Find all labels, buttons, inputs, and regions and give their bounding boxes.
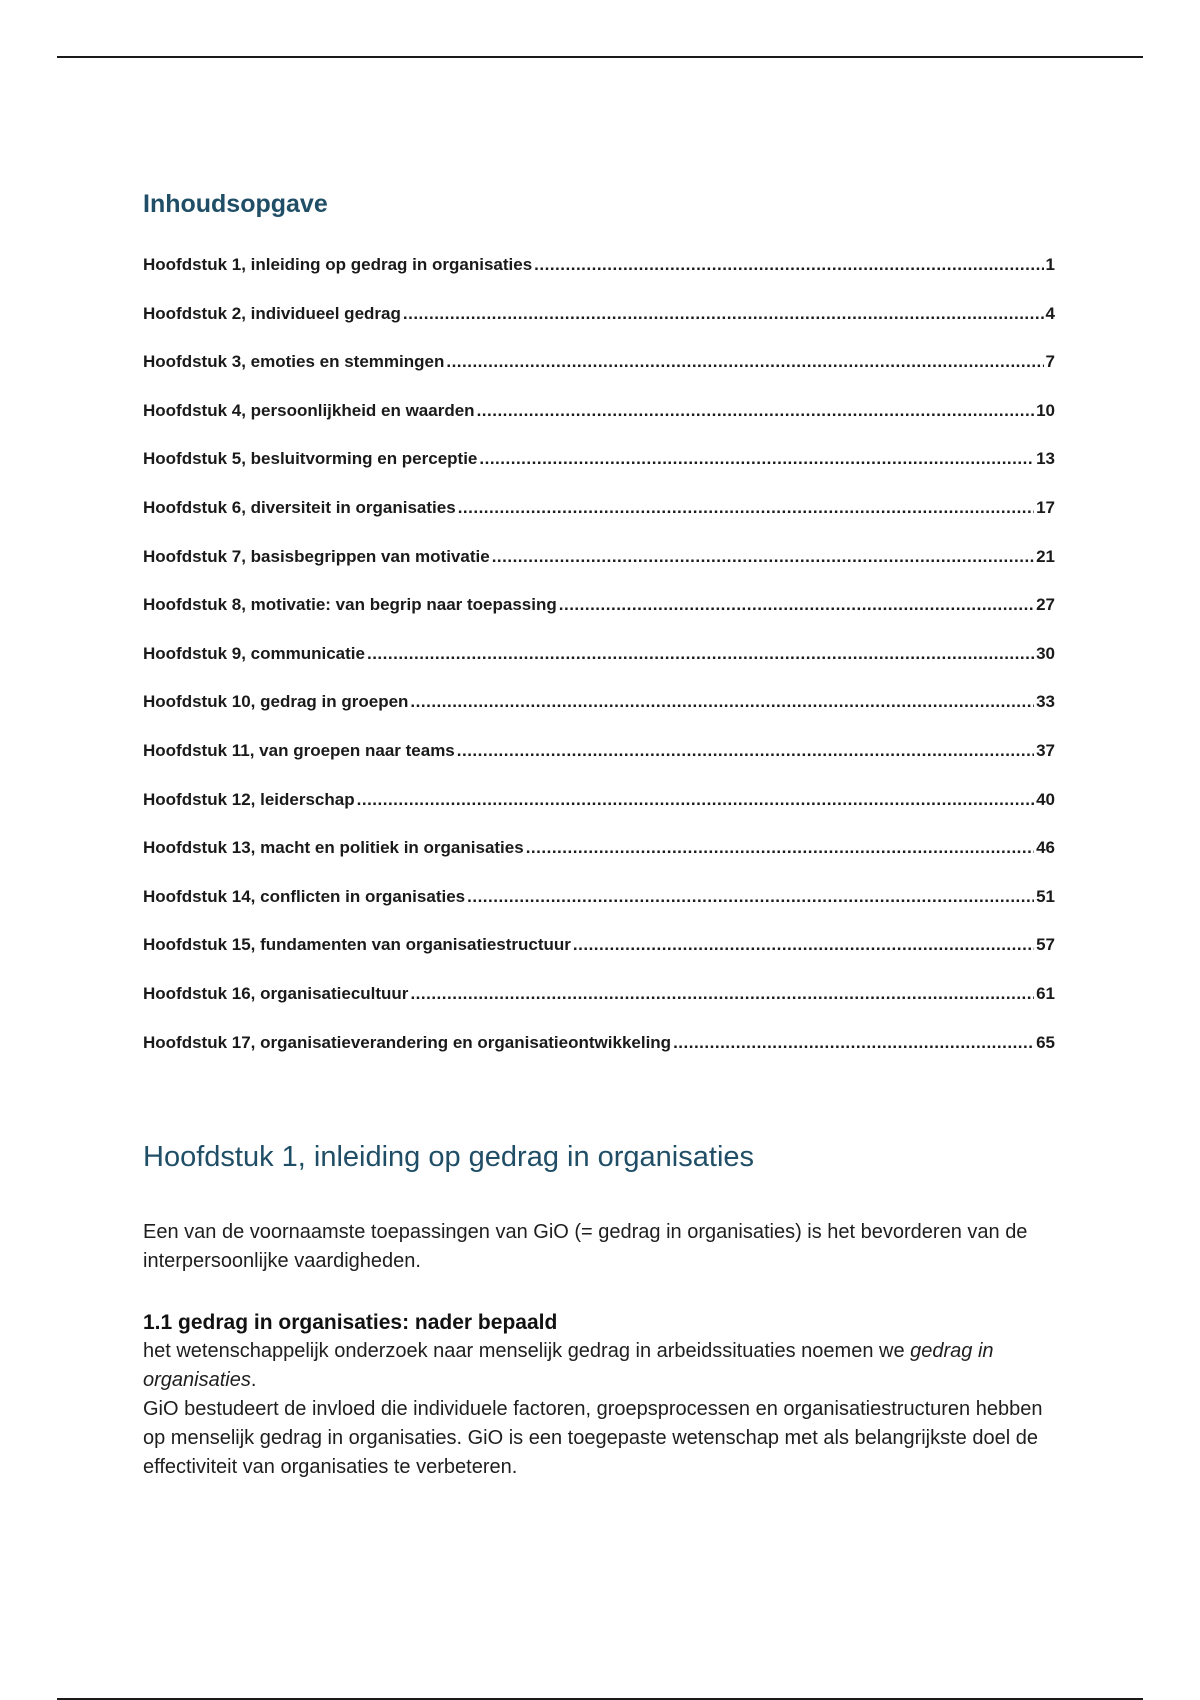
toc-entry-page-number: 13 bbox=[1036, 449, 1055, 469]
toc-entry-label: Hoofdstuk 14, conflicten in organisaties bbox=[143, 886, 466, 906]
toc-entry-page-number: 57 bbox=[1036, 935, 1055, 955]
toc-dot-leader bbox=[458, 498, 1034, 515]
toc-entry[interactable] bbox=[143, 935, 1055, 984]
toc-entry[interactable] bbox=[143, 692, 1055, 741]
toc-entry[interactable] bbox=[143, 401, 1055, 450]
toc-dot-leader bbox=[559, 595, 1034, 612]
toc-dot-leader bbox=[534, 255, 1043, 272]
toc-entry-page-number: 37 bbox=[1036, 740, 1055, 760]
toc-dot-leader bbox=[367, 644, 1034, 661]
toc-entry-label: Hoofdstuk 8, motivatie: van begrip naar toepassing bbox=[143, 595, 557, 615]
toc-entry-page-number: 61 bbox=[1036, 983, 1055, 1003]
toc-entry[interactable] bbox=[143, 255, 1055, 304]
toc-entry-label: Hoofdstuk 15, fundamenten van organisatiestructuur bbox=[143, 935, 571, 955]
section-paragraph-1 bbox=[143, 1337, 1043, 1395]
toc-dot-leader bbox=[446, 352, 1043, 369]
toc-entry-label: Hoofdstuk 9, communicatie bbox=[143, 643, 365, 663]
section-paragraph-2: GiO bestudeert de invloed die individuele factoren, groepsprocessen en organisatiestructuren hebben op menselijk gedrag in organisaties. GiO is een toegepaste wetenschap met als belangrijkste doel de effectiviteit van organisaties te verbeteren. bbox=[143, 1398, 1043, 1478]
toc-entry-page-number: 65 bbox=[1036, 1032, 1055, 1052]
toc-entry-page-number: 4 bbox=[1045, 303, 1055, 323]
toc-entry-label: Hoofdstuk 1, inleiding op gedrag in organisaties bbox=[143, 255, 533, 274]
toc-entry-label: Hoofdstuk 17, organisatieverandering en organisatieontwikkeling bbox=[143, 1032, 672, 1052]
toc-entry[interactable] bbox=[143, 498, 1055, 547]
toc-entry-page-number: 51 bbox=[1036, 886, 1055, 906]
toc-dot-leader bbox=[457, 741, 1034, 758]
top-rule bbox=[57, 56, 1143, 58]
toc-entry-page-number: 27 bbox=[1036, 595, 1055, 615]
toc-entry-label: Hoofdstuk 4, persoonlijkheid en waarden bbox=[143, 400, 475, 420]
toc-entry-label: Hoofdstuk 12, leiderschap bbox=[143, 789, 355, 809]
toc-entry-label: Hoofdstuk 3, emoties en stemmingen bbox=[143, 352, 445, 372]
toc-entry[interactable] bbox=[143, 741, 1055, 790]
section-heading: 1.1 gedrag in organisaties: nader bepaald bbox=[143, 1311, 558, 1334]
toc-entry[interactable] bbox=[143, 790, 1055, 839]
toc-dot-leader bbox=[467, 887, 1034, 904]
toc-entry-page-number: 10 bbox=[1036, 400, 1055, 420]
toc-entry-page-number: 40 bbox=[1036, 789, 1055, 809]
toc-entry[interactable] bbox=[143, 644, 1055, 693]
toc-entry[interactable] bbox=[143, 984, 1055, 1033]
toc-dot-leader bbox=[673, 1033, 1034, 1050]
toc-entry-label: Hoofdstuk 7, basisbegrippen van motivatie bbox=[143, 546, 490, 566]
toc-entry[interactable] bbox=[143, 595, 1055, 644]
toc-entry-page-number: 1 bbox=[1045, 255, 1055, 274]
toc-entry[interactable] bbox=[143, 887, 1055, 936]
section-paragraph-1-emphasis: gedrag in organisaties bbox=[143, 1340, 994, 1391]
table-of-contents bbox=[143, 255, 1055, 1081]
section-paragraph-1-end: . bbox=[250, 1369, 257, 1391]
toc-dot-leader bbox=[492, 547, 1034, 564]
toc-entry-page-number: 21 bbox=[1036, 546, 1055, 566]
toc-entry[interactable] bbox=[143, 449, 1055, 498]
toc-entry-label: Hoofdstuk 16, organisatiecultuur bbox=[143, 983, 409, 1003]
chapter-intro: Een van de voornaamste toepassingen van GiO (= gedrag in organisaties) is het bevorderen van de interpersoonlijke vaardigheden. bbox=[143, 1221, 1028, 1272]
toc-entry-page-number: 17 bbox=[1036, 497, 1055, 517]
toc-dot-leader bbox=[526, 838, 1034, 855]
toc-entry-label: Hoofdstuk 13, macht en politiek in organisaties bbox=[143, 838, 524, 858]
toc-entry-page-number: 46 bbox=[1036, 838, 1055, 858]
toc-dot-leader bbox=[479, 449, 1034, 466]
toc-entry-label: Hoofdstuk 5, besluitvorming en perceptie bbox=[143, 449, 478, 469]
toc-entry-label: Hoofdstuk 11, van groepen naar teams bbox=[143, 740, 455, 760]
toc-entry[interactable] bbox=[143, 1033, 1055, 1082]
toc-dot-leader bbox=[573, 935, 1034, 952]
section-paragraph-1-text: het wetenschappelijk onderzoek naar menselijk gedrag in arbeidssituaties noemen we bbox=[143, 1340, 911, 1362]
toc-entry[interactable] bbox=[143, 304, 1055, 353]
toc-entry-page-number: 30 bbox=[1036, 643, 1055, 663]
toc-dot-leader bbox=[477, 401, 1035, 418]
toc-entry-label: Hoofdstuk 6, diversiteit in organisaties bbox=[143, 497, 456, 517]
toc-entry[interactable] bbox=[143, 547, 1055, 596]
toc-entry-label: Hoofdstuk 2, individueel gedrag bbox=[143, 303, 401, 323]
toc-entry[interactable] bbox=[143, 352, 1055, 401]
toc-entry[interactable] bbox=[143, 838, 1055, 887]
toc-title: Inhoudsopgave bbox=[143, 190, 328, 218]
toc-dot-leader bbox=[410, 984, 1034, 1001]
toc-entry-label: Hoofdstuk 10, gedrag in groepen bbox=[143, 692, 409, 712]
toc-dot-leader bbox=[357, 790, 1034, 807]
toc-entry-page-number: 7 bbox=[1045, 352, 1055, 372]
chapter-title: Hoofdstuk 1, inleiding op gedrag in organisaties bbox=[143, 1141, 755, 1173]
toc-dot-leader bbox=[410, 692, 1034, 709]
toc-entry-page-number: 33 bbox=[1036, 692, 1055, 712]
toc-dot-leader bbox=[403, 304, 1044, 321]
